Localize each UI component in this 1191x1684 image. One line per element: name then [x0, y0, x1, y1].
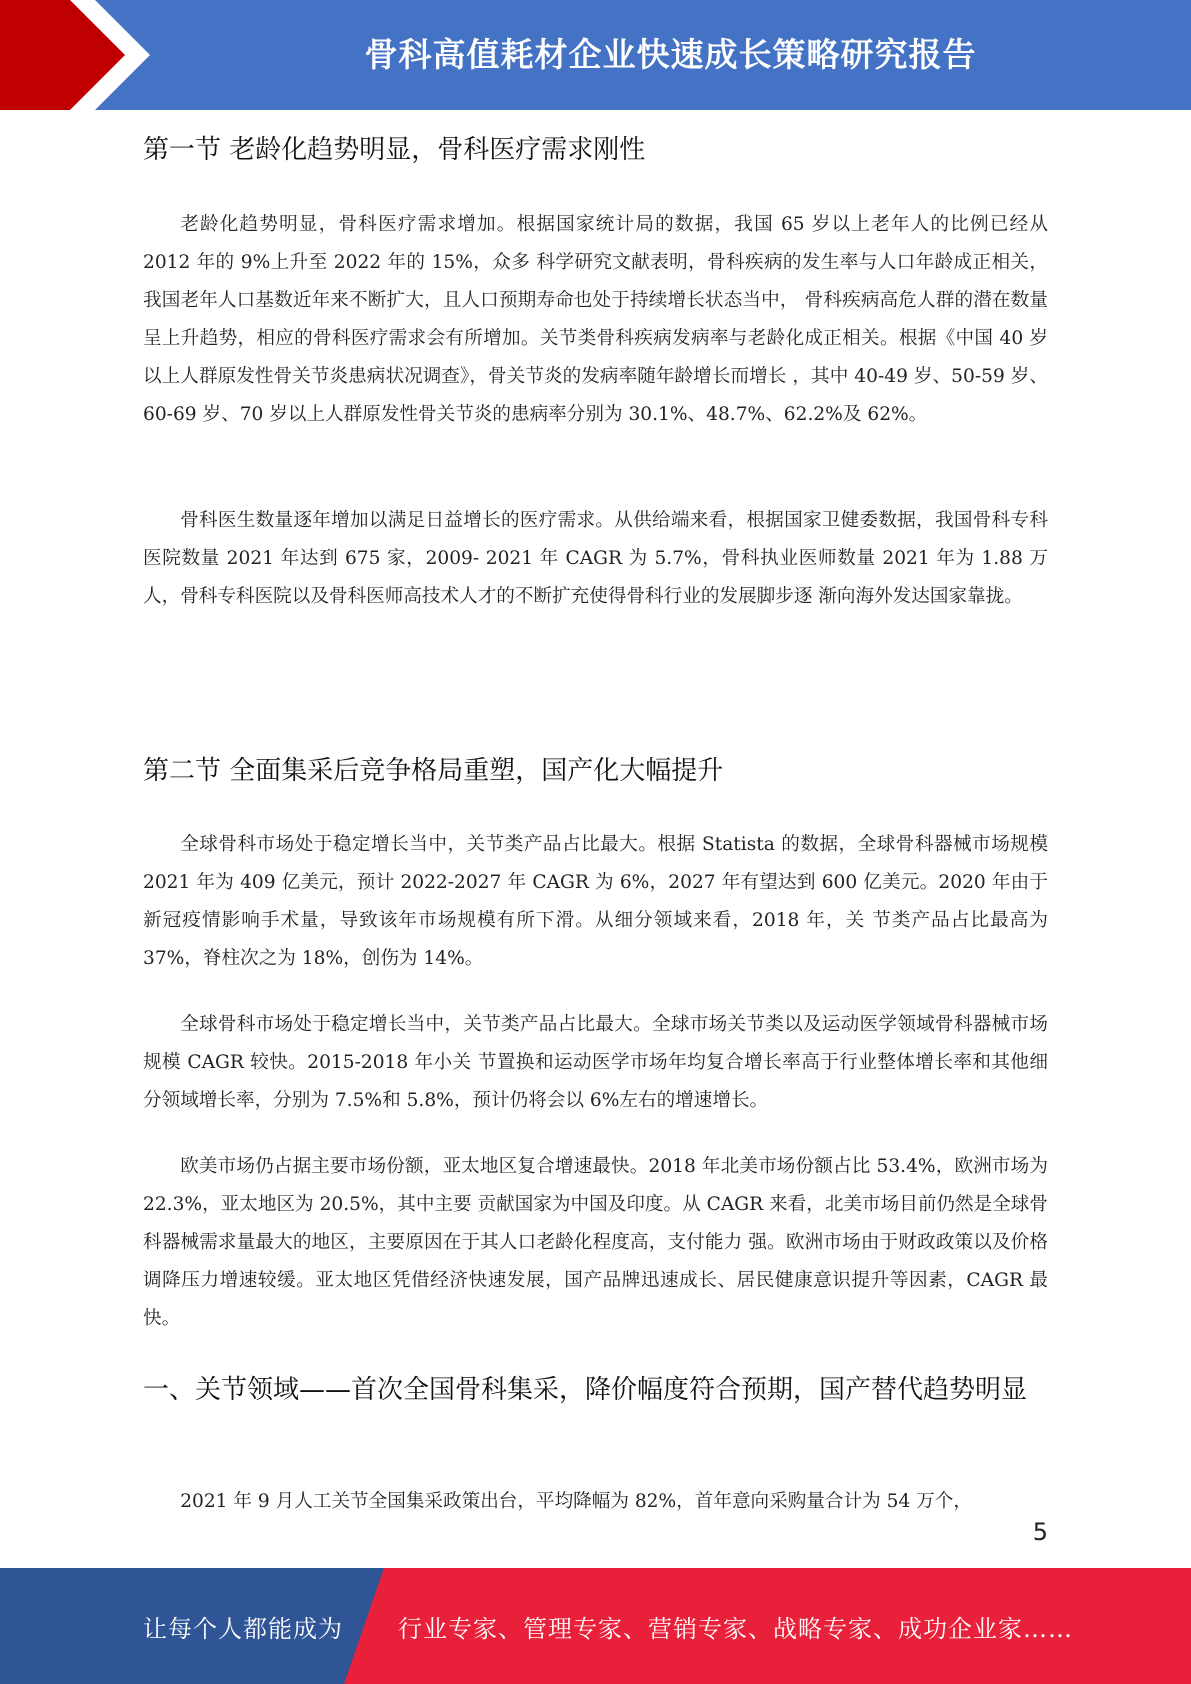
paragraph-2-1: 全球骨科市场处于稳定增长当中，关节类产品占比最大。根据 Statista 的数据，全球骨科器械市场规模 2021 年为 409 亿美元，预计 2022-2027 年 CAGR 为 6%，2027 年有望达到 600 亿美元。2020 年由于新冠疫情影响手术量，导致该年市场规模有所下滑。从细分领域来看，2018 年，关 节类产品占比最高为 37%，脊柱次之为 18%，创伤为 14%。: [143, 834, 1048, 969]
section-heading-1: 第一节 老龄化趋势明显，骨科医疗需求刚性: [143, 135, 646, 165]
footer-slogan-left: 让每个人都能成为: [143, 1614, 343, 1643]
page-number: 5: [1032, 1518, 1048, 1546]
paragraph-1-1: 老龄化趋势明显，骨科医疗需求增加。根据国家统计局的数据，我国 65 岁以上老年人的比例已经从 2012 年的 9%上升至 2022 年的 15%，众多 科学研究文献表明，骨科疾病的发生率与人口年龄成正相关，我国老年人口基数近年来不断扩大，且人口预期寿命也处于持续增长状态当中， 骨科疾病高危人群的潜在数量呈上升趋势，相应的骨科医疗需求会有所增加。关节类骨科疾病发病率与老龄化成正相关。根据《中国 40 岁以上人群原发性骨关节炎患病状况调查》，骨关节炎的发病率随年龄增长而增长 ，其中 40-49 岁、50-59 岁、60-69 岁、70 岁以上人群原发性骨关节炎的患病率分别为 30.1%、48.7%、62.2%及 62%。: [143, 214, 1048, 425]
page-header: [0, 0, 1191, 110]
paragraph-2-3: 欧美市场仍占据主要市场份额，亚太地区复合增速最快。2018 年北美市场份额占比 53.4%，欧洲市场为 22.3%，亚太地区为 20.5%，其中主要 贡献国家为中国及印度。从 CAGR 来看，北美市场目前仍然是全球骨科器械需求量最大的地区，主要原因在于其人口老龄化程度高，支付能力 强。欧洲市场由于财政政策以及价格调降压力增速较缓。亚太地区凭借经济快速发展，国产品牌迅速成长、居民健康意识提升等因素，CAGR 最快。: [143, 1156, 1048, 1329]
paragraph-2-2: 全球骨科市场处于稳定增长当中，关节类产品占比最大。全球市场关节类以及运动医学领域骨科器械市场规模 CAGR 较快。2015-2018 年小关 节置换和运动医学市场年均复合增长率高于行业整体增长率和其他细分领域增长率，分别为 7.5%和 5.8%，预计仍将会以 6%左右的增速增长。: [143, 1014, 1048, 1111]
paragraph-1-2: 骨科医生数量逐年增加以满足日益增长的医疗需求。从供给端来看，根据国家卫健委数据，我国骨科专科医院数量 2021 年达到 675 家，2009- 2021 年 CAGR 为 5.7%，骨科执业医师数量 2021 年为 1.88 万人，骨科专科医院以及骨科医师高技术人才的不断扩充使得骨科行业的发展脚步逐 渐向海外发达国家靠拢。: [143, 510, 1048, 607]
page-footer: [0, 1568, 1191, 1684]
section-heading-2: 第二节 全面集采后竞争格局重塑，国产化大幅提升: [143, 756, 724, 786]
subsection-heading-joint: 一、关节领域——首次全国骨科集采，降价幅度符合预期，国产替代趋势明显: [143, 1375, 1028, 1405]
report-title: 骨科高值耗材企业快速成长策略研究报告: [364, 34, 977, 74]
footer-slogan-right: 行业专家、管理专家、营销专家、战略专家、成功企业家……: [398, 1614, 1073, 1643]
paragraph-3-1: 2021 年 9 月人工关节全国集采政策出台，平均降幅为 82%，首年意向采购量合计为 54 万个，: [180, 1491, 972, 1512]
